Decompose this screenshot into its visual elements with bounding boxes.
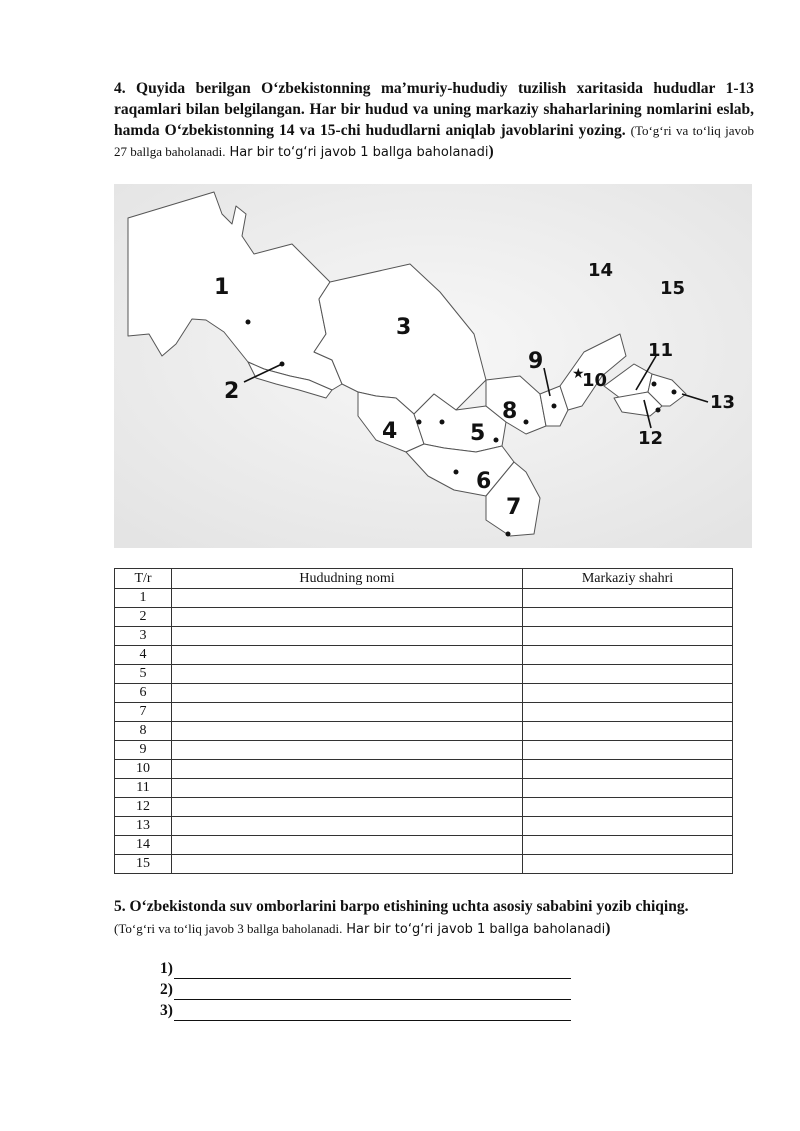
center-city-cell[interactable] — [523, 817, 733, 836]
question-5-note-2: Har bir to‘g‘ri javob 1 ballga baholanadi — [346, 922, 606, 937]
question-5-text: 5. O‘zbekistonda suv omborlarini barpo etishining uchta asosiy sababini yozib chiqing. — [114, 898, 689, 915]
answer-blank[interactable] — [174, 963, 571, 979]
question-5-note-close: ) — [605, 920, 611, 937]
center-dot — [656, 408, 661, 413]
table-header-row — [115, 569, 733, 589]
answer-blank[interactable] — [174, 984, 571, 1000]
row-number: 2 — [115, 608, 172, 627]
label-6: 6 — [476, 469, 492, 494]
center-city-cell[interactable] — [523, 779, 733, 798]
table-row — [115, 646, 733, 665]
table-row — [115, 665, 733, 684]
center-dot — [524, 420, 529, 425]
region-name-cell[interactable] — [172, 741, 523, 760]
table-row — [115, 627, 733, 646]
center-city-cell[interactable] — [523, 589, 733, 608]
label-1: 1 — [214, 275, 230, 300]
answer-number: 1) — [160, 960, 173, 977]
region-name-cell[interactable] — [172, 855, 523, 874]
center-dot — [672, 390, 677, 395]
label-7: 7 — [506, 495, 522, 520]
center-dot — [417, 420, 422, 425]
region-name-cell[interactable] — [172, 760, 523, 779]
table-row — [115, 855, 733, 874]
center-city-cell[interactable] — [523, 836, 733, 855]
row-number: 11 — [115, 779, 172, 798]
label-2: 2 — [224, 379, 240, 404]
label-13: 13 — [710, 392, 736, 413]
table-row — [115, 817, 733, 836]
answer-blank[interactable] — [174, 1005, 571, 1021]
capital-star-icon: ★ — [572, 366, 585, 382]
region-name-cell[interactable] — [172, 665, 523, 684]
region-name-cell[interactable] — [172, 589, 523, 608]
table-body — [115, 589, 733, 874]
table-row — [115, 798, 733, 817]
region-name-cell[interactable] — [172, 684, 523, 703]
table-row — [115, 741, 733, 760]
row-number: 13 — [115, 817, 172, 836]
center-dot — [494, 438, 499, 443]
row-number: 4 — [115, 646, 172, 665]
region-name-cell[interactable] — [172, 646, 523, 665]
header-region-name: Hududning nomi — [172, 569, 523, 589]
uzbekistan-map — [114, 184, 752, 548]
region-name-cell[interactable] — [172, 817, 523, 836]
region-name-cell[interactable] — [172, 608, 523, 627]
row-number: 5 — [115, 665, 172, 684]
question-5 — [114, 896, 754, 941]
table-row — [115, 779, 733, 798]
table-row — [115, 836, 733, 855]
region-name-cell[interactable] — [172, 627, 523, 646]
region-name-cell[interactable] — [172, 703, 523, 722]
center-city-cell[interactable] — [523, 722, 733, 741]
label-8: 8 — [502, 399, 518, 424]
label-11: 11 — [648, 340, 674, 361]
answer-line — [160, 1000, 571, 1021]
center-city-cell[interactable] — [523, 646, 733, 665]
row-number: 14 — [115, 836, 172, 855]
region-name-cell[interactable] — [172, 722, 523, 741]
row-number: 9 — [115, 741, 172, 760]
center-city-cell[interactable] — [523, 684, 733, 703]
row-number: 8 — [115, 722, 172, 741]
region-name-cell[interactable] — [172, 836, 523, 855]
center-city-cell[interactable] — [523, 798, 733, 817]
question-5-note-1: (To‘g‘ri va to‘liq javob 3 ballga baholanadi. — [114, 921, 343, 936]
label-15: 15 — [660, 278, 686, 299]
label-12: 12 — [638, 428, 664, 449]
center-city-cell[interactable] — [523, 741, 733, 760]
answer-number: 2) — [160, 981, 173, 998]
table-row — [115, 589, 733, 608]
question-4-note-2: Har bir to‘g‘ri javob 1 ballga baholanadi — [229, 145, 489, 160]
table-row — [115, 684, 733, 703]
row-number: 3 — [115, 627, 172, 646]
answer-lines — [160, 958, 571, 1021]
header-number: T/r — [115, 569, 172, 589]
answer-line — [160, 979, 571, 1000]
center-city-cell[interactable] — [523, 665, 733, 684]
center-city-cell[interactable] — [523, 760, 733, 779]
row-number: 15 — [115, 855, 172, 874]
label-9: 9 — [528, 349, 544, 374]
center-city-cell[interactable] — [523, 627, 733, 646]
table-row — [115, 703, 733, 722]
row-number: 12 — [115, 798, 172, 817]
question-4-text: 4. Quyida berilgan O‘zbekistonning ma’muriy-hududiy tuzilish xaritasida hududlar 1-13 raqamlari bilan belgilangan. Har bir hudud va uning markaziy shaharlarining nomlarini eslab, hamda O‘zbekistonning 14 va 15-chi hududlarni aniqlab javoblarini yozing. — [114, 80, 754, 139]
table-row — [115, 760, 733, 779]
center-dot — [440, 420, 445, 425]
center-dot — [552, 404, 557, 409]
table-row — [115, 722, 733, 741]
center-dot — [246, 320, 251, 325]
row-number: 6 — [115, 684, 172, 703]
question-4-note-close: ) — [488, 143, 494, 160]
center-dot — [506, 532, 511, 537]
label-14: 14 — [588, 260, 614, 281]
answer-line — [160, 958, 571, 979]
center-city-cell[interactable] — [523, 703, 733, 722]
center-dot — [454, 470, 459, 475]
center-dot — [652, 382, 657, 387]
region-name-cell[interactable] — [172, 779, 523, 798]
question-4-note-1: (To‘g‘ri va to‘liq javob 27 ballga baholanadi. — [114, 123, 755, 159]
row-number: 1 — [115, 589, 172, 608]
center-city-cell[interactable] — [523, 608, 733, 627]
row-number: 10 — [115, 760, 172, 779]
label-4: 4 — [382, 419, 398, 444]
row-number: 7 — [115, 703, 172, 722]
answer-number: 3) — [160, 1002, 173, 1019]
label-3: 3 — [396, 315, 412, 340]
answer-table — [114, 568, 733, 874]
question-4 — [114, 78, 754, 163]
header-center-city: Markaziy shahri — [523, 569, 733, 589]
center-city-cell[interactable] — [523, 855, 733, 874]
region-name-cell[interactable] — [172, 798, 523, 817]
label-5: 5 — [470, 421, 486, 446]
table-row — [115, 608, 733, 627]
label-10: 10 — [582, 370, 608, 391]
